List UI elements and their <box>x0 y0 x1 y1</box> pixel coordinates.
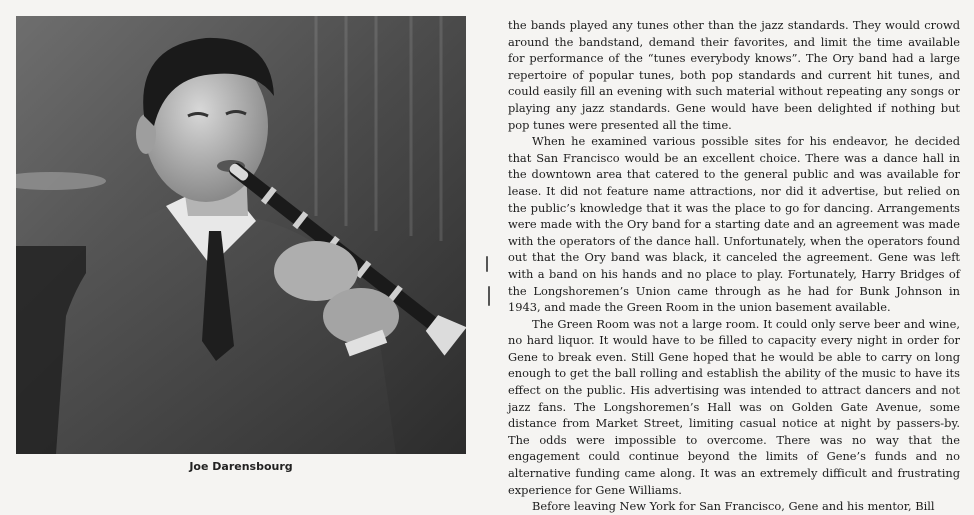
photograph <box>16 16 466 454</box>
gutter-mark <box>488 286 490 306</box>
body-text <box>508 17 960 514</box>
paragraph: When he examined various possible sites for his endeavor, he decided that San Francisco would be an excellent choice. There was a dance hall in the downtown area that catered to the general public and was available for lease. It did not feature name attractions, nor did it advertise, but relied on the public’s knowledge that it was the place to go for dancing. Arrangements were made with the Ory band for a starting date and an agreement was made with the operators of the dance hall. Unfortunately, when the operators found out that the Ory band was black, it canceled the agreement. Gene was left with a band on his hands and no place to play. Fortunately, Harry Bridges of the Longshoremen’s Union came through as he had for Bunk Johnson in 1943, and made the Green Room in the union basement available. <box>508 134 960 315</box>
paragraph: Before leaving New York for San Francisco, Gene and his mentor, Bill <box>532 499 935 514</box>
paragraph-continuation: the bands played any tunes other than the jazz standards. They would crowd around the bandstand, demand their favorites, and limit the time available for performance of the “tunes everybody knows”. The Ory band had a large repertoire of popular tunes, both pop standards and current hit tunes, and could easily fill an evening with such material without repeating any songs or playing any jazz standards. Gene would have been delighted if nothing but pop tunes were presented all the time. <box>508 18 960 132</box>
clarinetist-photo-illustration <box>16 16 466 454</box>
paragraph: The Green Room was not a large room. It could only serve beer and wine, no hard liquor. It would have to be filled to capacity every night in order for Gene to break even. Still Gene hoped that he would be able to carry on long enough to get the ball rolling and establish the ability of the music to have its effect on the public. His advertising was intended to attract dancers and not jazz fans. The Longshoremen’s Hall was on Golden Gate Avenue, some distance from Market Street, limiting casual notice at night by passers-by. The odds were impossible to overcome. There was no way that the engagement could continue beyond the limits of Gene’s funds and no alternative funding came along. It was an extremely difficult and frustrating experience for Gene Williams. <box>508 316 960 497</box>
photo-caption: Joe Darensbourg <box>189 460 293 473</box>
gutter-mark <box>486 256 488 272</box>
